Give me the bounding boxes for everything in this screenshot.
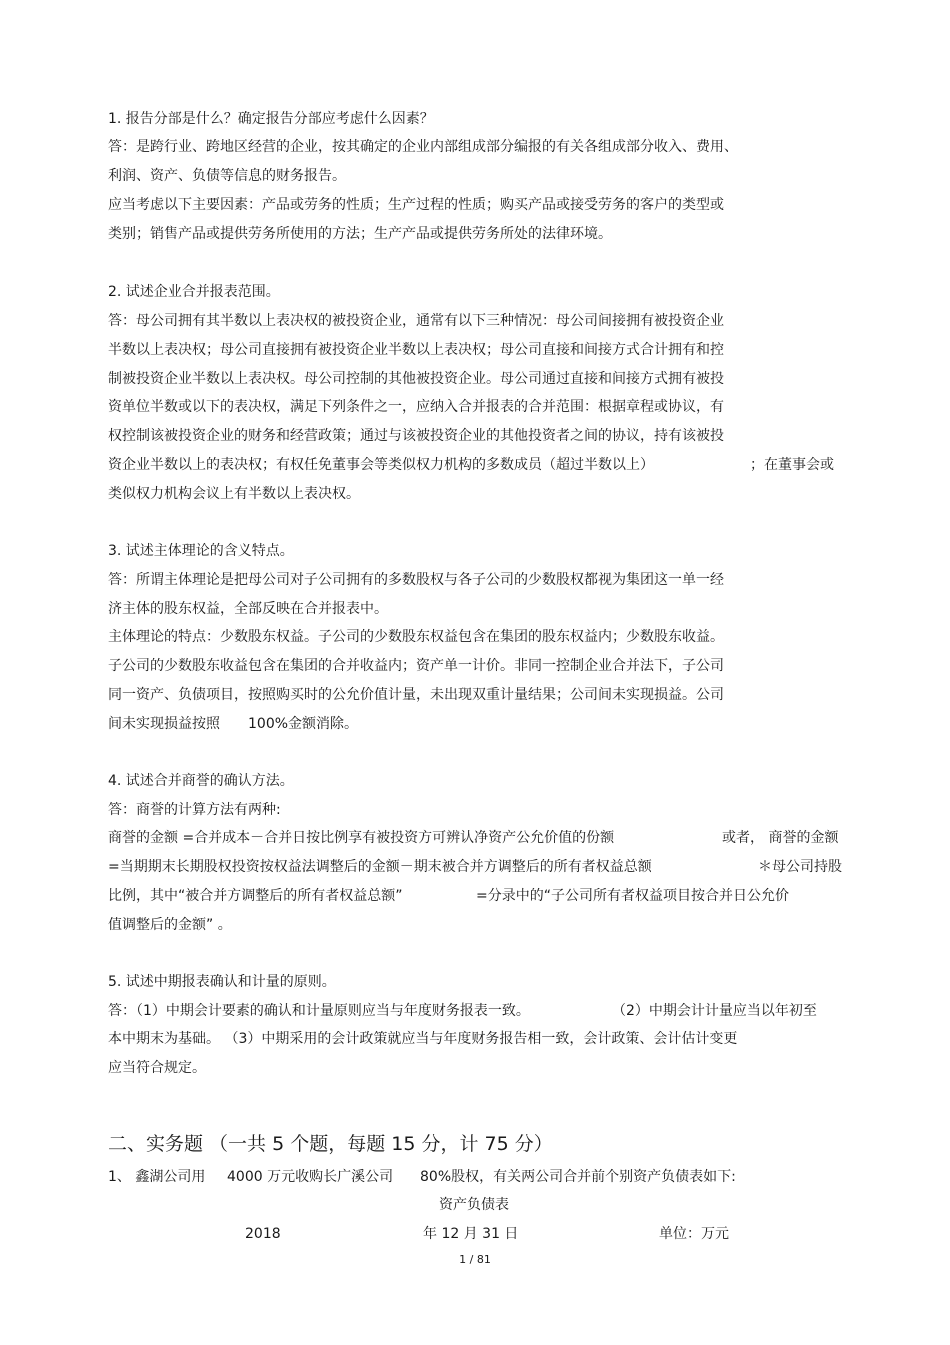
balance-sheet-year: 2018 — [245, 1226, 281, 1242]
q3-answer-line-6a: 间未实现损益按照 — [108, 716, 220, 732]
page-number: 1 / 81 — [459, 1253, 491, 1266]
q4-answer-line-4b: =分录中的“子公司所有者权益项目按合并日公允价 — [476, 888, 789, 904]
q4-answer-line-2b: 或者， 商誉的金额 — [722, 830, 839, 846]
q3-answer-line-4: 子公司的少数股东收益包含在集团的合并收益内；资产单一计价。非同一控制企业合并法下，子公司 — [108, 658, 724, 674]
q3-answer-line-5: 同一资产、负债项目，按照购买时的公允价值计量，未出现双重计量结果；公司间未实现损益。公司 — [108, 687, 724, 703]
q3-answer-line-1: 答：所谓主体理论是把母公司对子公司拥有的多数股权与各子公司的少数股权都视为集团这一单一经 — [108, 572, 724, 588]
q2-answer-line-1: 答：母公司拥有其半数以上表决权的被投资企业，通常有以下三种情况：母公司间接拥有被投资企业 — [108, 313, 724, 329]
q4-answer-line-1: 答：商誉的计算方法有两种: — [108, 802, 281, 818]
q2-answer-line-7: 类似权力机构会议上有半数以上表决权。 — [108, 486, 360, 502]
q4-answer-line-5: 值调整后的金额” 。 — [108, 917, 232, 933]
q2-answer-line-4: 资单位半数或以下的表决权，满足下列条件之一，应纳入合并报表的合并范围：根据章程或协议，有 — [108, 399, 724, 415]
q5-answer-line-2: 本中期末为基础。 （3）中期采用的会计政策就应当与年度财务报告相一致，会计政策、会计估计变更 — [108, 1031, 738, 1047]
problem-1-text-b: 4000 万元收购长广溪公司 — [227, 1169, 394, 1185]
q3-answer-line-3: 主体理论的特点：少数股东权益。子公司的少数股东权益包含在集团的股东权益内；少数股东收益。 — [108, 629, 724, 645]
q4-answer-line-3b: ＊母公司持股 — [758, 859, 842, 875]
problem-1-text-a: 1、 鑫湖公司用 — [108, 1169, 206, 1185]
section-2-heading: 二、实务题 （一共 5 个题，每题 15 分，计 75 分） — [108, 1133, 553, 1155]
q2-answer-line-5: 权控制该被投资企业的财务和经营政策；通过与该被投资企业的其他投资者之间的协议，持有该被投 — [108, 428, 724, 444]
q2-answer-line-3: 制被投资企业半数以上表决权。母公司控制的其他被投资企业。母公司通过直接和间接方式拥有被投 — [108, 371, 724, 387]
q2-answer-line-2: 半数以上表决权；母公司直接拥有被投资企业半数以上表决权；母公司直接和间接方式合计拥有和控 — [108, 342, 724, 358]
balance-sheet-date: 年 12 月 31 日 — [423, 1226, 519, 1242]
q1-answer-line-4: 类别；销售产品或提供劳务所使用的方法；生产产品或提供劳务所处的法律环境。 — [108, 226, 612, 242]
q1-answer-line-1: 答：是跨行业、跨地区经营的企业，按其确定的企业内部组成部分编报的有关各组成部分收入、费用、 — [108, 139, 738, 155]
balance-sheet-title: 资产负债表 — [439, 1197, 509, 1213]
question-1-title: 1. 报告分部是什么？确定报告分部应考虑什么因素？ — [108, 111, 434, 127]
q4-answer-line-3a: =当期期末长期股权投资按权益法调整后的金额－期末被合并方调整后的所有者权益总额 — [108, 859, 652, 875]
question-2-title: 2. 试述企业合并报表范围。 — [108, 284, 280, 300]
q4-answer-line-4a: 比例，其中“被合并方调整后的所有者权益总额” — [108, 888, 403, 904]
q2-answer-line-6-tail: ；在董事会或 — [750, 457, 834, 473]
question-5-title: 5. 试述中期报表确认和计量的原则。 — [108, 974, 336, 990]
balance-sheet-unit: 单位：万元 — [659, 1226, 729, 1242]
q5-answer-line-3: 应当符合规定。 — [108, 1060, 206, 1076]
q1-answer-line-2: 利润、资产、负债等信息的财务报告。 — [108, 168, 346, 184]
q5-answer-line-1a: 答：（1）中期会计要素的确认和计量原则应当与年度财务报表一致。 — [108, 1003, 530, 1019]
q5-answer-line-1b: （2）中期会计计量应当以年初至 — [612, 1003, 817, 1019]
q1-answer-line-3: 应当考虑以下主要因素：产品或劳务的性质；生产过程的性质；购买产品或接受劳务的客户的类型或 — [108, 197, 724, 213]
question-4-title: 4. 试述合并商誉的确认方法。 — [108, 773, 294, 789]
q4-answer-line-2a: 商誉的金额 =合并成本－合并日按比例享有被投资方可辨认净资产公允价值的份额 — [108, 830, 615, 846]
q3-answer-line-6b: 100%金额消除。 — [248, 716, 359, 732]
question-3-title: 3. 试述主体理论的含义特点。 — [108, 543, 294, 559]
q3-answer-line-2: 济主体的股东权益，全部反映在合并报表中。 — [108, 601, 388, 617]
q2-answer-line-6: 资企业半数以上的表决权；有权任免董事会等类似权力机构的多数成员（超过半数以上） — [108, 457, 654, 473]
problem-1-text-c: 80%股权，有关两公司合并前个别资产负债表如下: — [420, 1169, 736, 1185]
